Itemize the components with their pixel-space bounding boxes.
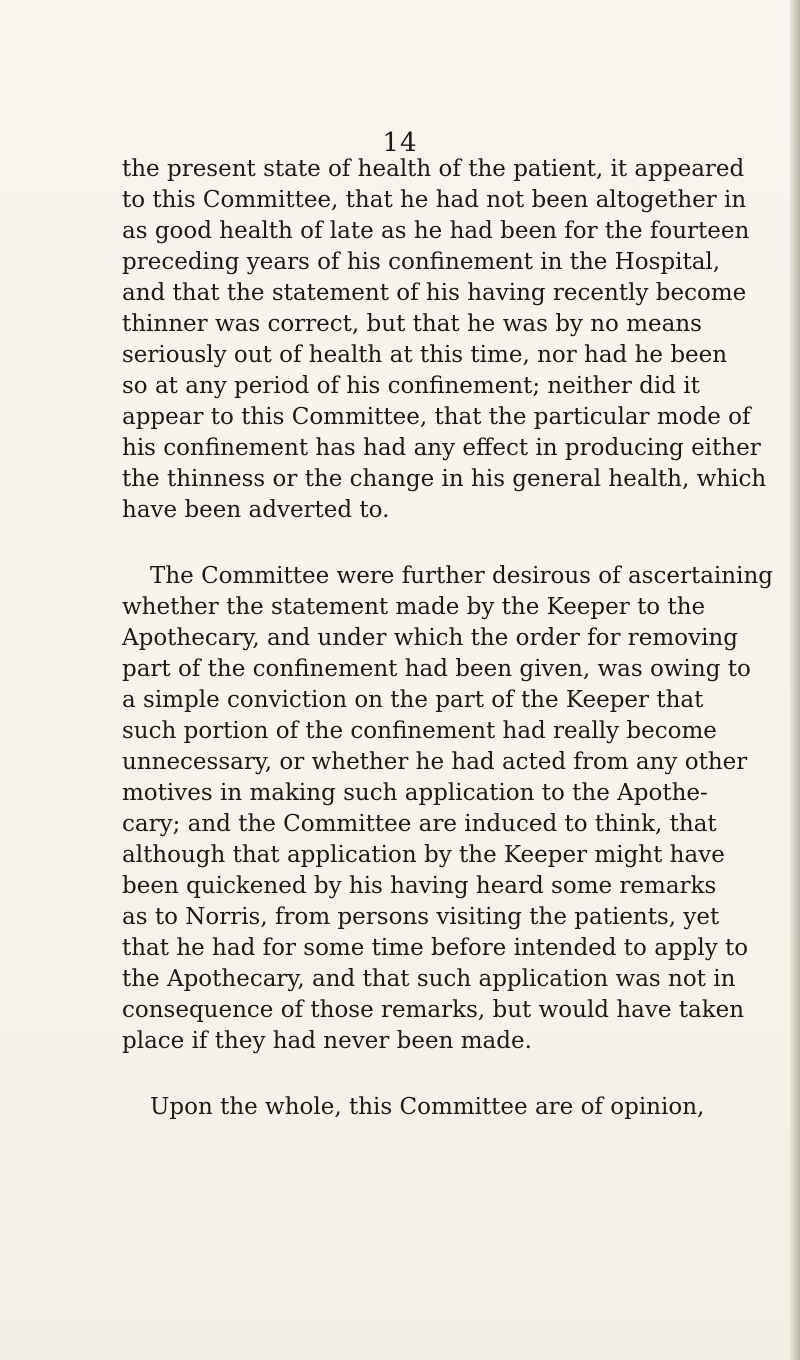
text-line: cary; and the Committee are induced to think, that: [122, 811, 717, 837]
paragraph-3: [122, 1092, 705, 1123]
text-line: a simple conviction on the part of the Keeper that: [122, 687, 704, 713]
paragraph-gap: [122, 1057, 684, 1092]
text-line: consequence of those remarks, but would have taken: [122, 997, 745, 1023]
text-line: to this Committee, that he had not been altogether in: [122, 187, 747, 213]
text-line: place if they had never been made.: [122, 1028, 532, 1054]
text-line: seriously out of health at this time, nor had he been: [122, 342, 728, 368]
paragraph-1: [122, 154, 767, 526]
text-line: motives in making such application to the Apothe-: [122, 780, 708, 806]
text-line: been quickened by his having heard some remarks: [122, 873, 717, 899]
text-line: The Committee were further desirous of ascertaining: [150, 563, 773, 589]
text-line: and that the statement of his having recently become: [122, 280, 747, 306]
text-line: thinner was correct, but that he was by no means: [122, 311, 702, 337]
text-line: the Apothecary, and that such application was not in: [122, 966, 736, 992]
text-line: as to Norris, from persons visiting the patients, yet: [122, 904, 720, 930]
paragraph-gap: [122, 526, 684, 561]
text-line: the present state of health of the patient, it appeared: [122, 156, 745, 182]
text-line: as good health of late as he had been for the fourteen: [122, 218, 750, 244]
text-line: appear to this Committee, that the particular mode of: [122, 404, 751, 430]
text-line: Upon the whole, this Committee are of opinion,: [150, 1094, 705, 1120]
page-number: 14: [382, 128, 418, 158]
text-line: Apothecary, and under which the order for removing: [122, 625, 738, 651]
text-line: have been adverted to.: [122, 497, 390, 523]
text-line: that he had for some time before intended to apply to: [122, 935, 749, 961]
text-line: such portion of the confinement had really become: [122, 718, 717, 744]
text-line: although that application by the Keeper might have: [122, 842, 725, 868]
text-line: whether the statement made by the Keeper to the: [122, 594, 706, 620]
text-line: part of the confinement had been given, was owing to: [122, 656, 751, 682]
text-line: so at any period of his confinement; neither did it: [122, 373, 700, 399]
text-line: the thinness or the change in his general health, which: [122, 466, 767, 492]
text-line: his confinement has had any effect in producing either: [122, 435, 761, 461]
text-line: preceding years of his confinement in the Hospital,: [122, 249, 721, 275]
text-line: unnecessary, or whether he had acted from any other: [122, 749, 748, 775]
body-text: [122, 154, 773, 1123]
page-edge-shadow: [790, 0, 800, 1360]
paragraph-2: [122, 561, 773, 1057]
